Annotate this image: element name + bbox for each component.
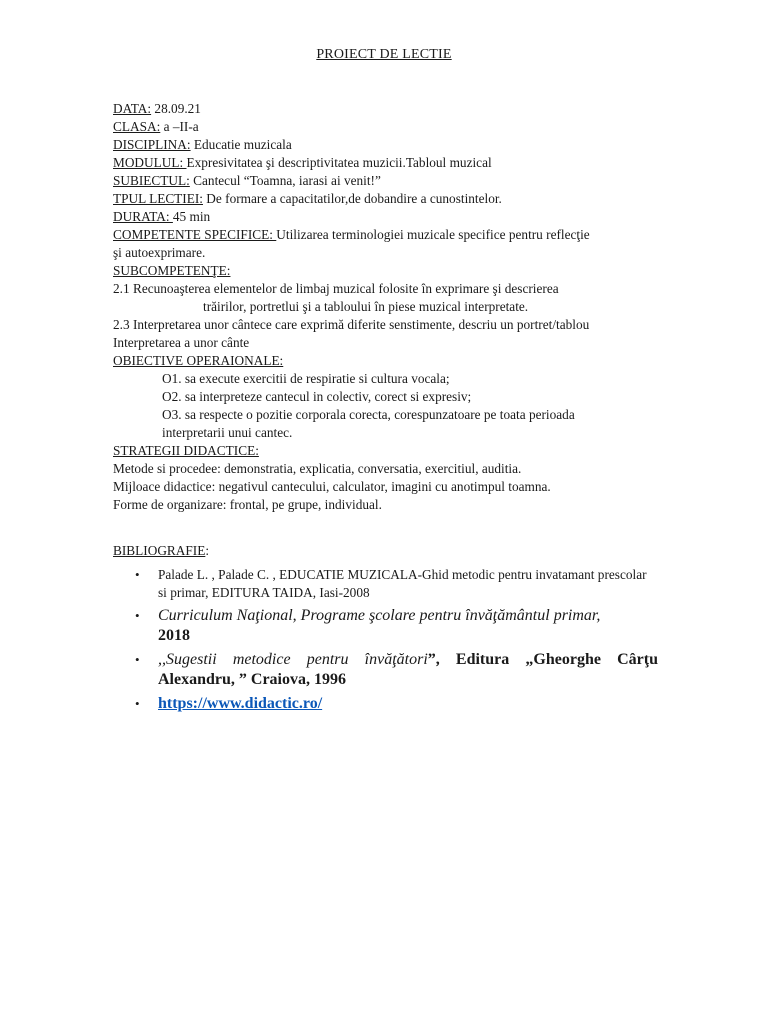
- field-value: a –II-a: [160, 119, 199, 134]
- field-modulul: [113, 154, 658, 172]
- subcompetenta-2-3-cont: Interpretarea a unor cânte: [113, 335, 250, 350]
- field-label: DATA:: [113, 101, 152, 116]
- field-value: De formare a capacitatilor,de dobandire a cunostintelor.: [202, 191, 502, 206]
- field-label: SUBIECTUL:: [113, 173, 190, 188]
- field-value: Utilizarea terminologiei muzicale specifice pentru reflecţie: [276, 227, 590, 242]
- field-clasa: [113, 118, 658, 136]
- strategii-mijloace: Mijloace didactice: negativul cantecului, calculator, imagini cu anotimpul toamna.: [113, 479, 551, 494]
- bibliography-title: ,,Sugestii metodice pentru învăţători: [158, 651, 428, 668]
- subcompetenta-2-1: 2.1 Recunoaşterea elementelor de limbaj muzical folosite în exprimare şi descrierea: [113, 281, 559, 296]
- field-value: Cantecul “Toamna, iarasi ai venit!”: [189, 173, 381, 188]
- objective-o3-cont: interpretarii unui cantec.: [162, 425, 293, 440]
- bibliography-year: 2018: [158, 627, 190, 644]
- field-tipul: [113, 190, 658, 208]
- field-label: DISCIPLINA:: [113, 137, 191, 152]
- strategii-metode: Metode si procedee: demonstratia, explicatia, conversatia, exercitiul, auditia.: [113, 461, 522, 476]
- field-durata: [113, 208, 658, 226]
- field-value: Expresivitatea şi descriptivitatea muzicii.Tabloul muzical: [186, 155, 492, 170]
- objective-o3: O3. sa respecte o pozitie corporala corecta, corespunzatoare pe toata perioada: [162, 407, 575, 422]
- field-label: CLASA:: [113, 119, 161, 134]
- field-label: DURATA:: [113, 209, 173, 224]
- bibliography-title: Curriculum Naţional, Programe şcolare pentru învăţământul primar,: [158, 607, 601, 624]
- objective-o2: O2. sa interpreteze cantecul in colectiv, corect si expresiv;: [162, 389, 472, 404]
- section-bibliografie: [113, 542, 658, 560]
- bibliography-link[interactable]: https://www.didactic.ro/: [158, 695, 323, 712]
- section-subcompetente-label: SUBCOMPETENŢE:: [113, 263, 231, 278]
- bibliography-item: [113, 566, 658, 602]
- field-label: COMPETENTE SPECIFICE:: [113, 227, 277, 242]
- section-strategii-label: STRATEGII DIDACTICE:: [113, 443, 259, 458]
- bibliography-item: [113, 606, 658, 646]
- bibliography-text: Palade L. , Palade C. , EDUCATIE MUZICALA-Ghid metodic pentru invatamant prescolar si primar, EDITURA TAIDA, Iasi-2008: [158, 567, 647, 600]
- page-title: PROIECT DE LECTIE: [316, 47, 452, 62]
- field-value: 45 min: [172, 209, 211, 224]
- bibliography-item: [113, 694, 658, 714]
- field-data: [113, 100, 658, 118]
- bullet-icon: •: [135, 696, 140, 711]
- lesson-body: [113, 100, 658, 714]
- field-value: Educatie muzicala: [190, 137, 292, 152]
- subcompetenta-2-3: 2.3 Interpretarea unor cântece care exprimă diferite senstimente, descriu un portret/tablou: [113, 317, 590, 332]
- bullet-icon: •: [135, 608, 140, 623]
- bibliografie-colon: :: [205, 543, 210, 558]
- bibliography-item: [113, 650, 658, 690]
- strategii-forme: Forme de organizare: frontal, pe grupe, individual.: [113, 497, 382, 512]
- field-subiectul: [113, 172, 658, 190]
- bibliography-publisher: ”, Editura „Gheorghe Cârţu Alexandru, ” Craiova, 1996: [158, 651, 659, 688]
- bibliografie-label: BIBLIOGRAFIE: [113, 543, 206, 558]
- objective-o1: O1. sa execute exercitii de respiratie si cultura vocala;: [162, 371, 450, 386]
- field-value: 28.09.21: [151, 101, 201, 116]
- field-label: TPUL LECTIEI:: [113, 191, 203, 206]
- field-disciplina: [113, 136, 658, 154]
- bibliography-list: [113, 566, 658, 714]
- field-label: MODULUL:: [113, 155, 187, 170]
- subcompetenta-2-1-cont: trăirilor, portretlui şi a tabloului în piese muzical interpretate.: [203, 299, 529, 314]
- field-competente-cont: şi autoexprimare.: [113, 245, 206, 260]
- field-competente: [113, 226, 658, 244]
- section-obiective-label: OBIECTIVE OPERAIONALE:: [113, 353, 284, 368]
- bullet-icon: •: [135, 652, 140, 667]
- bullet-icon: •: [135, 567, 140, 582]
